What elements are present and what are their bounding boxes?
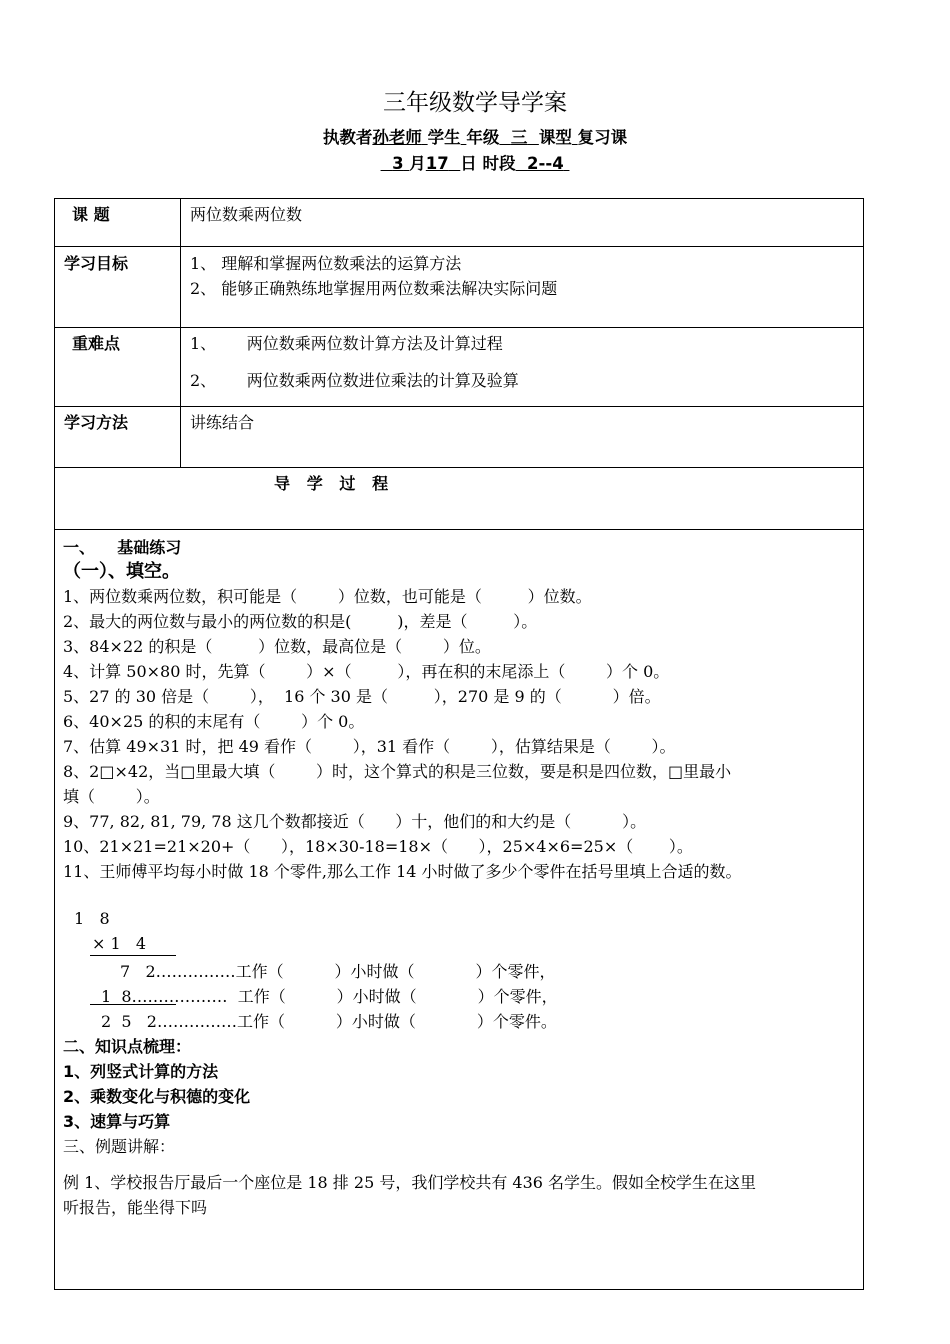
teacher-label: 执教者 [322,128,373,147]
month-label: 月 [409,154,426,173]
key-points-label: 重难点 [72,334,121,353]
fill-blank-item: 4、计算 50×80 时，先算（ ）×（ ），再在积的末尾添上（ ）个 0。 [63,662,670,681]
row-divider [54,246,864,247]
mult-rule [90,1004,176,1005]
row-divider [54,327,864,328]
section-1-heading: 一、 基础练习 [63,538,182,557]
fill-blank-item: 3、84×22 的积是（ ）位数，最高位是（ ）位。 [63,637,491,656]
meta-line-1 [0,124,950,148]
period-value-wrap [516,154,570,173]
topic-label: 课 题 [72,205,110,224]
knowledge-item: 2、乘数变化与积德的变化 [63,1087,251,1106]
process-heading: 导 学 过 程 [274,474,389,493]
section-2-heading: 二、知识点梳理： [63,1037,192,1056]
fill-blank-item: 6、40×25 的积的末尾有（ ）个 0。 [63,712,365,731]
grade-value: 三 [510,128,528,147]
grade-label: 年级 [466,128,500,147]
row-divider [54,529,864,530]
fill-blank-item: 10、21×21=21×20+（ ），18×30-18=18×（ ），25×4×6=25×（ ）。 [63,837,693,856]
period-label: 时段 [482,154,516,173]
meta-line-2 [0,150,950,174]
day-value-wrap [426,154,460,173]
grade-value-wrap [499,128,539,147]
section-3-heading: 三、例题讲解： [63,1137,176,1156]
month-value-wrap [381,154,410,173]
goal-item: 2、 能够正确熟练地掌握用两位数乘法解决实际问题 [190,279,558,298]
mult-rule [90,955,176,956]
mult-product: 2 5 2……………工作（ ）小时做（ ）个零件。 [101,1012,557,1031]
key-point-item: 2、 两位数乘两位数进位乘法的计算及验算 [190,371,519,390]
example-1-text-cont: 听报告，能坐得下吗 [63,1198,208,1217]
fill-blank-item: 2、最大的两位数与最小的两位数的积是( )，差是（ ）。 [63,612,538,631]
method-label: 学习方法 [64,413,129,432]
knowledge-item: 1、列竖式计算的方法 [63,1062,219,1081]
method-value: 讲练结合 [190,413,255,432]
period-value: 2--4 [527,154,564,173]
mult-multiplicand: 1 8 [74,909,110,928]
column-divider [180,198,181,467]
day-value: 17 [425,154,449,173]
row-divider [54,406,864,407]
course-type-label: 课型 [538,128,572,147]
goals-label: 学习目标 [64,254,129,273]
fill-blank-item: 7、估算 49×31 时，把 49 看作（ ），31 看作（ ），估算结果是（ ）。 [63,737,676,756]
document-title: 三年级数学导学案 [383,90,567,116]
month-value: 3 [392,154,404,173]
fill-blank-item: 1、两位数乘两位数，积可能是（ ）位数，也可能是（ ）位数。 [63,587,592,606]
fill-blank-item: 8、2□×42，当□里最大填（ ）时，这个算式的积是三位数，要是积是四位数，□里最小 [63,762,732,781]
goal-item: 1、 理解和掌握两位数乘法的运算方法 [190,254,462,273]
fill-blank-item: 9、77, 82, 81, 79, 78 这几个数都接近（ ）十，他们的和大约是（ ）。 [63,812,647,831]
fill-blank-item: 5、27 的 30 倍是（ ）， 16 个 30 是（ ），270 是 9 的（ ）倍。 [63,687,661,706]
day-label: 日 [460,154,477,173]
student-label: 学生 [427,128,461,147]
fill-blank-item: 11、王师傅平均每小时做 18 个零件,那么工作 14 小时做了多少个零件在括号里填上合适的数。 [63,862,742,881]
mult-multiplier: × 1 4 [92,934,147,953]
key-point-item: 1、 两位数乘两位数计算方法及计算过程 [190,334,503,353]
mult-partial-2: 1 8……………… 工作（ ）小时做（ ）个零件， [101,987,558,1006]
course-type-value: 复习课 [577,128,628,147]
fill-blank-item-cont: 填（ ）。 [63,787,160,806]
example-1-text: 例 1、学校报告厅最后一个座位是 18 排 25 号，我们学校共有 436 名学生。假如全校学生在这里 [63,1173,757,1192]
row-divider [54,467,864,468]
topic-value: 两位数乘两位数 [190,205,303,224]
knowledge-item: 3、速算与巧算 [63,1112,171,1131]
mult-partial-1: 7 2……………工作（ ）小时做（ ）个零件， [120,962,556,981]
teacher-name: 孙老师 [372,128,422,147]
section-1-subheading: （一）、填空。 [63,561,180,582]
